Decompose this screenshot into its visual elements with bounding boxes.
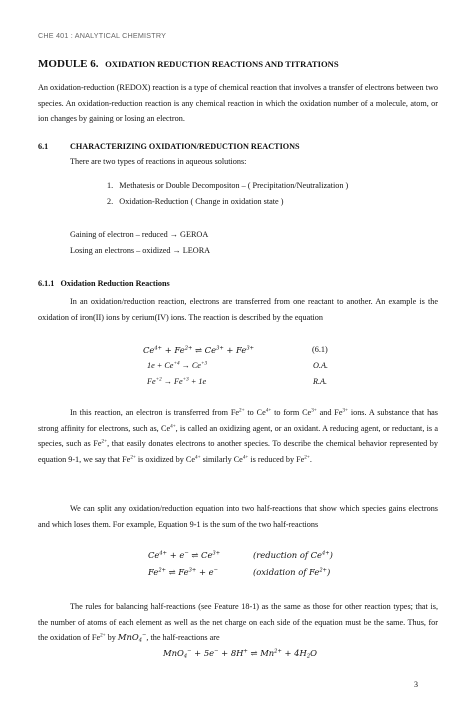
- text-run: , that easily donates electrons to another species. To describe the chemical behavior represented by equation 9-1, we say that Fe: [38, 439, 438, 464]
- text-run: similarly Ce: [200, 454, 243, 464]
- half-reaction-fe: $Fe^{2+}$ ⇌ $Fe^{3+} + e^-$: [148, 567, 218, 577]
- paragraph-electron-transfer: In this reaction, an electron is transferred from $Fe^{2+}$ to $Ce^{4+}$ to form $Ce^{3+}$ and $Fe^{3+}$ ions. A substance that has strong affinity for electrons, such as, $Ce^{4+}$, is called an oxidizing agent, or an oxidant. A reducing agent, or reductant, is a species, such as $Fe^{2+}$, that easily donates electrons to another species. To describe the chemical behavior represented by equation 9-1, we say that $Fe^{2+}$ is oxidized by $Ce^{4+}$ similarly $Ce^{4+}$ is reduced by $Fe^{2+}$.: [38, 407, 438, 464]
- text-run: In this reaction, an electron is transferred from Fe: [70, 408, 240, 417]
- section-lead: There are two types of reactions in aqueous solutions:: [70, 157, 247, 166]
- text-run: is oxidized by Ce: [137, 454, 195, 464]
- section-6-1-1-heading: [38, 279, 170, 288]
- half-reaction-ce-note: (reduction of $Ce^{4+}$): [253, 550, 333, 560]
- list-text: Methatesis or Double Decompositon – ( Precipitation/Neutralization ): [119, 181, 349, 190]
- text-run: to form Ce: [271, 408, 312, 417]
- intro-paragraph: An oxidation-reduction (REDOX) reaction is a type of chemical reaction that involves a transfer of electrons between two species. An oxidation-reduction reaction is any chemical reaction in which the oxidation number of a molecule, atom, or ion changes by gaining or losing an electron.: [38, 83, 438, 124]
- note-text: (oxidation of Fe: [253, 567, 320, 577]
- oxidizing-agent-label: O.A.: [313, 361, 329, 370]
- section-title: CHARACTERIZING OXIDATION/REDUCTION REACTIONS: [70, 142, 300, 151]
- equation-fe-oxidation: $Fe^{+2} \to Fe^{+3} + 1e$: [147, 376, 207, 386]
- mnemonic-leora: Losing an electrons – oxidized → LEORA: [70, 246, 211, 255]
- section-number: 6.1: [38, 142, 49, 151]
- running-header: CHE 401 : ANALYTICAL CHEMISTRY: [38, 31, 167, 40]
- text-run: is reduced by Fe: [248, 454, 305, 464]
- text-run: by: [105, 633, 118, 643]
- text-run: .: [309, 454, 312, 464]
- paragraph-half-reactions: We can split any oxidation/reduction equation into two half-reactions that show which species gains electrons and which loses them. For example, Equation 9-1 is the sum of the two half-reactions: [38, 504, 438, 529]
- module-heading: [38, 58, 339, 70]
- text-run: , is called an oxidizing agent, or an oxidant. A reducing agent, or reductant, is a species, such as Fe: [38, 423, 438, 449]
- text-run: to Ce: [244, 408, 266, 417]
- list-marker: 1.: [107, 181, 114, 190]
- half-reaction-ce: $Ce^{4+} + e^-$ ⇌ $Ce^{3+}$: [148, 550, 221, 560]
- text-run: ions. A substance that has strong affinity for electrons, such as, Ce: [38, 408, 438, 433]
- reducing-agent-label: R.A.: [313, 377, 328, 386]
- module-title: OXIDATION REDUCTION REACTIONS AND TITRATIONS: [105, 59, 339, 69]
- text-run: and Fe: [316, 408, 343, 417]
- equation-permanganate: MnO$_4$− + 5e− + 8H+ ⇌ $Mn^{2+} + 4H_2O$: [163, 648, 317, 660]
- page-number: 3: [414, 680, 418, 689]
- paragraph-balancing-rules: The rules for balancing half-reactions (see Feature 18-1) as the same as those for other reaction types; that is, the number of atoms of each element as well as the net charge on each side of the equation must be the same. Thus, for the oxidation of $Fe^{2+}$ by MnO$_4$−, the half-reactions are: [38, 602, 438, 644]
- half-reaction-fe-note: (oxidation of $Fe^{2+}$): [253, 567, 331, 577]
- list-item: [107, 197, 283, 206]
- section-number: 6.1.1: [38, 279, 55, 288]
- list-item: [107, 181, 348, 190]
- paragraph-redox-example: In an oxidation/reduction reaction, electrons are transferred from one reactant to another. An example is the oxidation of iron(II) ions by cerium(IV) ions. The reaction is described by the equation: [38, 297, 438, 322]
- equation-ce-reduction: $1e + Ce^{+4} \to Ce^{+3}$: [147, 360, 208, 370]
- section-6-1-heading: [38, 142, 300, 151]
- list-text: Oxidation-Reduction ( Change in oxidation state ): [119, 197, 284, 206]
- module-number: MODULE 6.: [38, 58, 99, 70]
- equation-number: (6.1): [312, 345, 328, 354]
- text-run: The rules for balancing half-reactions (see Feature 18-1) as the same as those for other reaction types; that is, the number of atoms of each element as well as the net charge on each side of the equation must be the same. Thus, for the oxidation of Fe: [38, 602, 438, 643]
- list-marker: 2.: [107, 197, 114, 206]
- mnemonic-geroa: Gaining of electron – reduced → GEROA: [70, 230, 209, 239]
- equation-6-1: $Ce^{4+} + Fe^{2+}$ ⇌ $Ce^{3+} + Fe^{3+}$: [143, 345, 255, 355]
- text-run: , the half-reactions are: [146, 633, 220, 643]
- section-title: Oxidation Reduction Reactions: [60, 279, 170, 288]
- note-text: (reduction of Ce: [253, 550, 322, 560]
- permanganate-formula: MnO$_4$−: [117, 632, 147, 644]
